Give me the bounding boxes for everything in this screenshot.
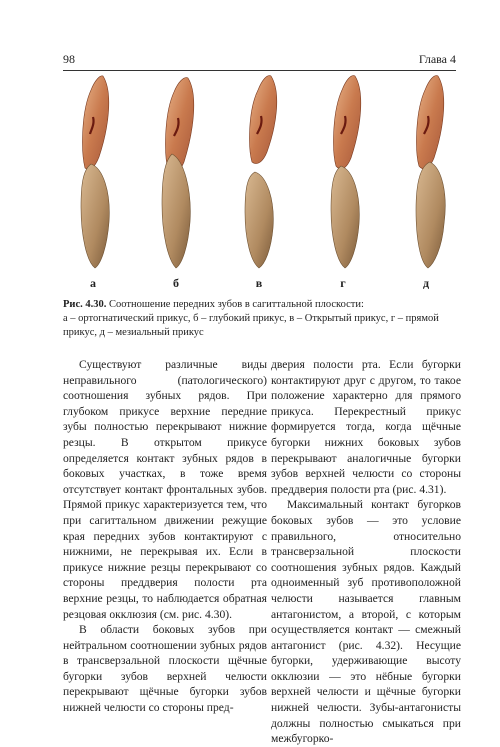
label-a: а [90,276,96,290]
page-header [63,52,456,68]
caption-legend: а – ортогнатический прикус, б – глубокий прикус, в – Открытый прикус, г – прямой прикус, д – мезиальный прикус [63,313,439,338]
paragraph: В области боковых зубов при нейтральном соотношении зубных рядов в трансверзальной плоскости щёчные бугорки зубов верхней челюсти перекрывают щёчные бугорки зубов нижней челюсти со стороны пред- [63,623,267,715]
tooth-pair-g [313,72,373,292]
paragraph-continuation: дверия полости рта. Если бугорки контактируют друг с другом, то такое положение характерно для прямого прикуса. Перекрестный прикус формируется тогда, когда щёчные бугорки нижних боковых зубов перекрывают аналогичные бугорки зубов верхней челюсти со стороны преддверия полости рта (рис. 4.31). [271,358,461,496]
paragraph: Максимальный контакт бугорков боковых зубов — это условие правильного, относительно трансверзальной плоскости соотношения зубных рядов. Каждый одноименный зуб противоположной челюсти называется главным антагонистом, а второй, с которым осуществляется контакт — смежный антагонист (рис. 4.32). Несущие бугорки, удерживающие высоту окклюзии — это нёбные бугорки верхней челюсти и щёчные бугорки нижней челюсти. Зубы-антагонисты должны полностью смыкаться при межбугорко- [271,498,461,746]
left-column [63,357,267,716]
chapter-title: Глава 4 [418,52,456,66]
header-divider [63,70,456,71]
caption-text: Соотношение передних зубов в сагиттальной плоскости: [106,299,364,310]
tooth-pair-d [396,72,456,292]
label-d: д [422,276,430,290]
tooth-pair-v [229,72,289,292]
paragraph: Существуют различные виды неправильного (патологического) соотношения зубных рядов. При глубоком прикусе верхние передние зубы полностью перекрывают нижние резцы. В открытом прикусе определяется контакт зубных рядов в боковых участках, в тоже время отсутствует контакт фронтальных зубов. Прямой прикус характеризуется тем, что при сагиттальном движении режущие края передних зубов контактируют с нижними, не перекрывая их. Если в прикусе нижние резцы перекрывают со стороны преддверия полости рта верхние резцы, то наблюдается обратная резцовая окклюзия (см. рис. 4.30). [63,358,267,621]
label-g: г [340,276,346,290]
caption-title: Рис. 4.30. [63,299,107,310]
page-number: 98 [63,52,75,66]
tooth-pair-b [146,72,206,292]
tooth-pair-a [63,72,123,292]
label-b: б [173,276,179,290]
teeth-figure [63,72,456,292]
caption-line [63,298,456,312]
figure-caption [63,298,456,340]
right-column [271,357,461,747]
label-v: в [255,276,263,290]
